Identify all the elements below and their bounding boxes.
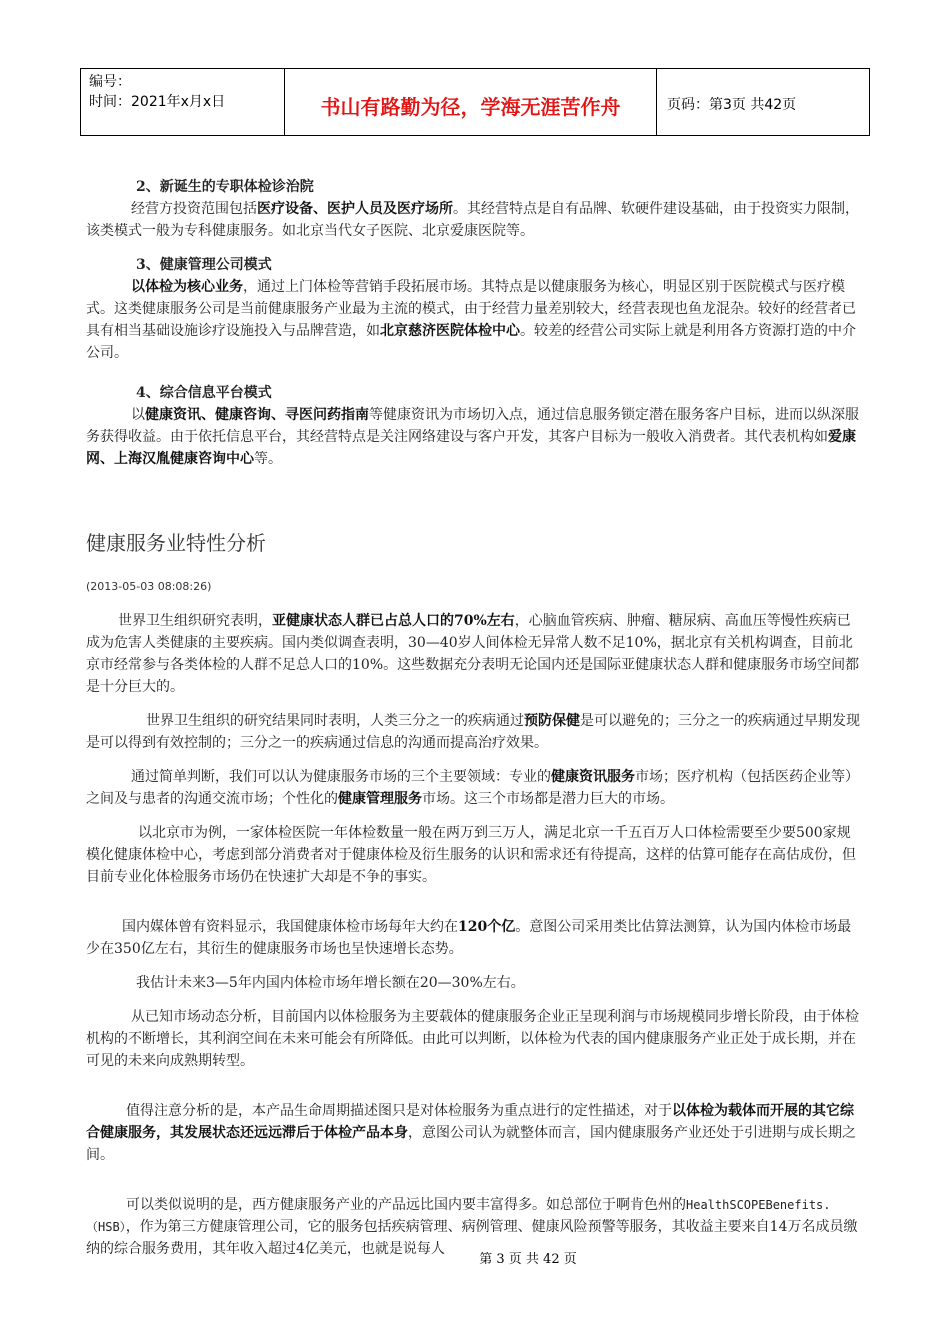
text-run: 市场；医疗机构（包括医药企业等）之间及与患者的沟通交流市场；个性化的 (86, 769, 859, 807)
text-run: 以 (131, 407, 145, 423)
text-run: 是可以避免的；三分之一的疾病通过早期发现是可以得到有效控制的；三分之一的疾病通过信息的沟通而提高治疗效果。 (86, 713, 860, 751)
text-run: 。意图公司采用类比估算法测算，认为国内体检市场最少在350亿左右，其衍生的健康服务市场也呈快速增长态势。 (86, 919, 852, 957)
section-3-title: 3、健康管理公司模式 (136, 257, 272, 273)
article-date: (2013-05-03 08:08:26) (86, 580, 212, 593)
text-run: 。其经营特点是自有品牌、软硬件建设基础，由于投资实力限制，该类模式一般为专科健康服务。如北京当代女子医院、北京爱康医院等。 (86, 201, 859, 239)
bold-text: 以体检为载体而开展的其它综合健康服务，其发展状态还远远滞后于体检产品本身 (86, 1103, 854, 1141)
spacer (86, 1072, 864, 1100)
bold-text: 爱康网、上海汉胤健康咨询中心 (86, 429, 856, 467)
bold-text: 预防保健 (524, 713, 580, 729)
page-footer: 第 3 页 共 42 页 (479, 1252, 577, 1267)
section-4-title: 4、综合信息平台模式 (136, 385, 272, 401)
article-paragraph (86, 610, 864, 698)
text-run: ，心脑血管疾病、肿瘤、糖尿病、高血压等慢性疾病已成为危害人类健康的主要疾病。国内类似调查表明，30—40岁人间体检无异常人数不足10%，据北京有关机构调查，目前北京市经常参与各类体检的人群不足总人口的10%。这些数据充分表明无论国内还是国际亚健康状态人群和健康服务市场空间都是十分巨大的。 (86, 613, 860, 695)
header-meta (81, 69, 285, 135)
article-paragraph (86, 710, 864, 754)
document-body (86, 176, 864, 1260)
text-run: 世界卫生组织研究表明， (118, 613, 272, 629)
article-paragraph: 从已知市场动态分析，目前国内以体检服务为主要载体的健康服务企业正呈现利润与市场规模同步增长阶段，由于体检机构的不断增长，其利润空间在未来可能会有所降低。由此可以判断，以体检为代表的国内健康服务产业正处于成长期，并在可见的未来向成熟期转型。 (86, 1009, 859, 1069)
spacer (86, 810, 864, 822)
text-run: 等健康资讯为市场切入点，通过信息服务锁定潜在服务客户目标，进而以纵深服务获得收益。由于依托信息平台，其经营特点是关注网络建设与客户开发，其客户目标为一般收入消费者。其代表机构如 (86, 407, 859, 445)
spacer (86, 754, 864, 766)
article-paragraph (86, 1100, 864, 1166)
spacer (86, 888, 864, 916)
article-paragraph (86, 766, 864, 810)
bold-text: 120个亿 (458, 919, 516, 935)
text-run: 通过简单判断，我们可以认为健康服务市场的三个主要领域：专业的 (131, 769, 551, 785)
text-run: 值得注意分析的是，本产品生命周期描述图只是对体检服务为重点进行的定性描述，对于 (126, 1103, 672, 1119)
spacer (86, 598, 864, 610)
header-page-number: 页码：第3页 共42页 (667, 97, 797, 113)
text-run: ，通过上门体检等营销手段拓展市场。其特点是以健康服务为核心，明显区别于医院模式与医疗模式。这类健康服务公司是当前健康服务产业最为主流的模式，由于经营力量差别较大，经营表现也鱼龙混杂。较好的经营者已具有相当基础设施诊疗设施投入与品牌营造，如 (86, 279, 856, 339)
header-motto: 书山有路勤为径，学海无涯苦作舟 (285, 69, 657, 135)
section-3-paragraph (86, 276, 864, 364)
spacer (86, 698, 864, 710)
article-paragraph: 以北京市为例，一家体检医院一年体检数量一般在两万到三万人，满足北京一千五百万人口体检需要至少要500家规模化健康体检中心，考虑到部分消费者对于健康体检及衍生服务的认识和需求还有待提高，这样的估算可能存在高估成份，但目前专业化体检服务市场仍在快速扩大却是不争的事实。 (86, 825, 856, 885)
text-run: HealthSCOPEBenefits.（HSB） (86, 1198, 831, 1234)
text-run: ，作为第三方健康管理公司，它的服务包括疾病管理、病例管理、健康风险预警等服务，其收益主要来自14万名成员缴纳的综合服务费用，其年收入超过4亿美元，也就是说每人 (86, 1219, 858, 1257)
bold-text: 健康资讯、健康咨询、寻医问药指南 (145, 407, 369, 423)
spacer (86, 1166, 864, 1194)
bold-text: 医疗设备、医护人员及医疗场所 (257, 201, 453, 217)
text-run: 经营方投资范围包括 (131, 201, 257, 217)
article-paragraph (86, 916, 864, 960)
spacer (86, 364, 864, 382)
section-2-title: 2、新诞生的专职体检诊治院 (136, 179, 314, 195)
text-run: 市场。这三个市场都是潜力巨大的市场。 (422, 791, 674, 807)
section-2-paragraph (86, 198, 864, 242)
header-time: 时间：2021年x月x日 (89, 94, 226, 110)
document-header (80, 68, 870, 136)
text-run: 国内媒体曾有资料显示，我国健康体检市场每年大约在 (122, 919, 458, 935)
bold-text: 以体检为核心业务 (131, 279, 243, 295)
text-run: 可以类似说明的是，西方健康服务产业的产品远比国内要丰富得多。如总部位于啊肯色州的 (126, 1197, 686, 1213)
text-run: 世界卫生组织的研究结果同时表明，人类三分之一的疾病通过 (146, 713, 524, 729)
text-run: 等。 (254, 451, 282, 467)
bold-text: 北京慈济医院体检中心 (380, 323, 520, 339)
bold-text: 健康资讯服务 (551, 769, 635, 785)
header-number: 编号： (89, 74, 131, 90)
article-paragraph: 我估计未来3—5年内国内体检市场年增长额在20—30%左右。 (136, 975, 525, 991)
article-title: 健康服务业特性分析 (86, 531, 266, 555)
spacer (86, 242, 864, 254)
section-4-paragraph (86, 404, 864, 470)
spacer (86, 994, 864, 1006)
bold-text: 健康管理服务 (338, 791, 422, 807)
bold-text: 亚健康状态人群已占总人口的70%左右 (272, 613, 515, 629)
text-run: 。较差的经营公司实际上就是利用各方资源打造的中介公司。 (86, 323, 856, 361)
spacer (86, 960, 864, 972)
text-run: ，意图公司认为就整体而言，国内健康服务产业还处于引进期与成长期之间。 (86, 1125, 856, 1163)
